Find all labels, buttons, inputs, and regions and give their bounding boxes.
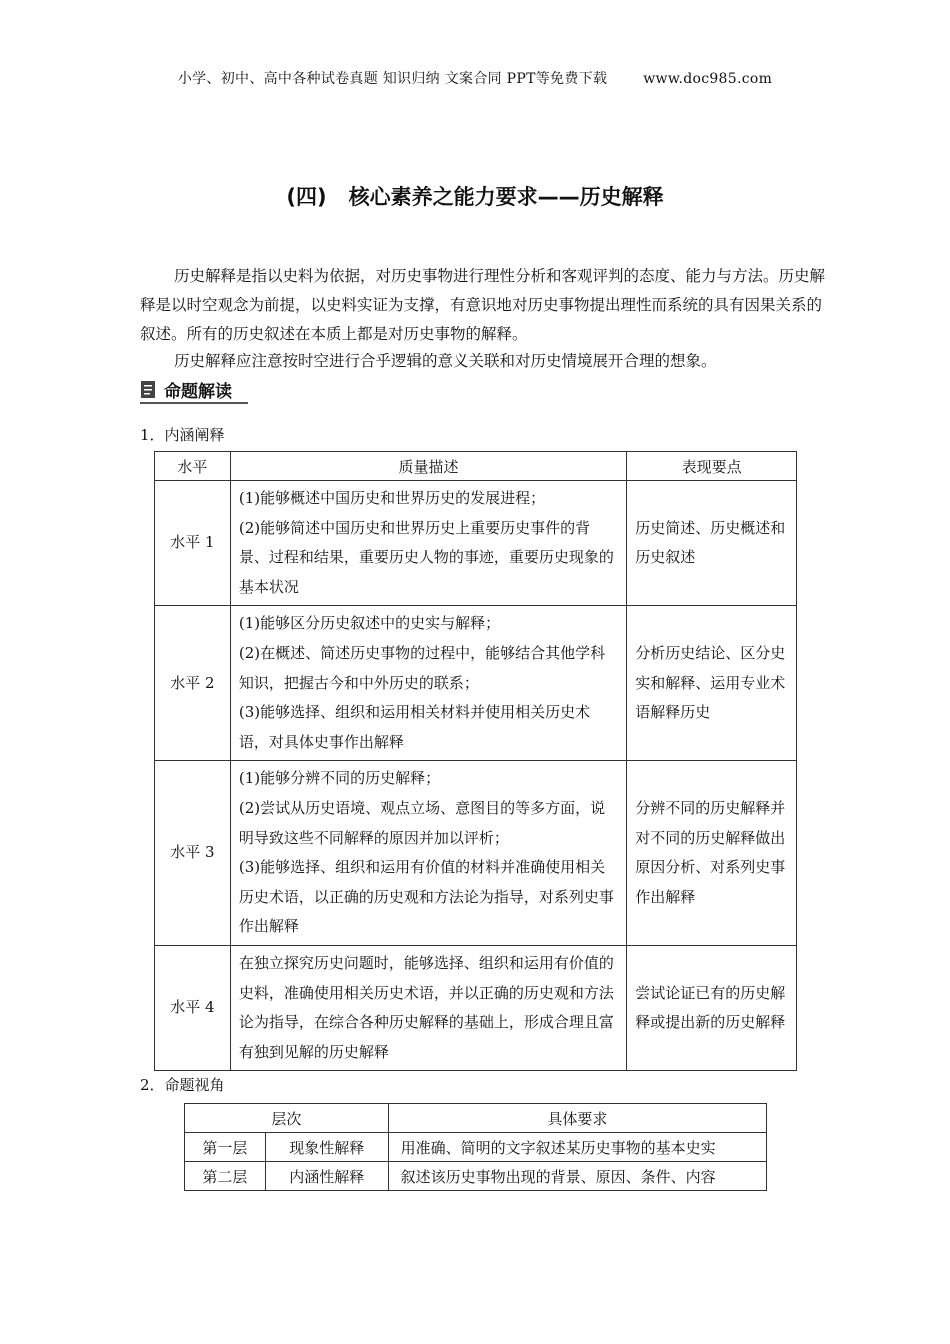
page-header <box>0 68 950 88</box>
intro-paragraph-2: 历史解释应注意按时空进行合乎逻辑的意义关联和对历史情境展开合理的想象。 <box>174 352 717 370</box>
desc-cell <box>230 945 626 1070</box>
title-main: 核心素养之能力要求——历史解释 <box>348 185 664 209</box>
table-header-row <box>155 452 797 481</box>
table-header-row <box>185 1104 767 1133</box>
desc-line: (3)能够选择、组织和运用相关材料并使用相关历史术语，对具体史事作出解释 <box>238 703 591 751</box>
type-cell: 内涵性解释 <box>265 1162 388 1191</box>
part1-heading: 1．内涵阐释 <box>140 426 225 444</box>
table-row <box>185 1133 767 1162</box>
tier-cell: 第一层 <box>185 1133 266 1162</box>
level-cell: 水平 4 <box>155 945 231 1070</box>
desc-line: (2)能够简述中国历史和世界历史上重要历史事件的背景、过程和结果，重要历史人物的事迹，重要历史现象的基本状况 <box>238 518 614 596</box>
col-header-tier: 层次 <box>185 1104 389 1133</box>
table-row <box>155 945 797 1070</box>
col-header-points: 表现要点 <box>627 452 797 481</box>
col-header-level: 水平 <box>155 452 231 481</box>
level-table <box>154 451 797 1071</box>
perspective-table <box>184 1103 767 1191</box>
document-icon <box>141 381 155 398</box>
level-cell: 水平 1 <box>155 481 231 606</box>
req-cell: 用准确、简明的文字叙述某历史事物的基本史实 <box>388 1133 766 1162</box>
desc-line: (3)能够选择、组织和运用有价值的材料并准确使用相关历史术语，以正确的历史观和方法论为指导，对系列史事作出解释 <box>238 858 614 936</box>
col-header-req: 具体要求 <box>388 1104 766 1133</box>
table-row <box>155 761 797 946</box>
section-label: 命题解读 <box>164 382 232 402</box>
col-header-desc: 质量描述 <box>230 452 626 481</box>
table-row <box>185 1162 767 1191</box>
desc-line: (2)尝试从历史语境、观点立场、意图目的等多方面，说明导致这些不同解释的原因并加以评析； <box>238 798 606 847</box>
points-cell: 历史简述、历史概述和历史叙述 <box>627 481 797 606</box>
type-cell: 现象性解释 <box>265 1133 388 1162</box>
level-cell: 水平 3 <box>155 761 231 946</box>
desc-line: (2)在概述、简述历史事物的过程中，能够结合其他学科知识，把握古今和中外历史的联系； <box>238 643 606 692</box>
desc-line: (1)能够概述中国历史和世界历史的发展进程； <box>238 489 546 507</box>
desc-cell <box>230 481 626 606</box>
req-cell: 叙述该历史事物出现的背景、原因、条件、内容 <box>388 1162 766 1191</box>
intro-paragraph-1: 历史解释是指以史料为依据，对历史事物进行理性分析和客观评判的态度、能力与方法。历史解释是以时空观念为前提，以史料实证为支撑，有意识地对历史事物提出理性而系统的具有因果关系的叙述。所有的历史叙述在本质上都是对历史事物的解释。 <box>140 267 826 343</box>
page-title <box>0 181 950 211</box>
desc-line: (1)能够分辨不同的历史解释； <box>238 769 441 788</box>
header-text: 小学、初中、高中各种试卷真题 知识归纳 文案合同 PPT等免费下载 <box>177 71 608 87</box>
section-heading <box>140 376 248 404</box>
desc-line: 在独立探究历史问题时，能够选择、组织和运用有价值的史料，准确使用相关历史术语，并以正确的历史观和方法论为指导，在综合各种历史解释的基础上，形成合理且富有独到见解的历史解释 <box>238 953 614 1061</box>
title-prefix: (四) <box>286 185 327 209</box>
points-cell: 分析历史结论、区分史实和解释、运用专业术语解释历史 <box>627 606 797 761</box>
desc-line: (1)能够区分历史叙述中的史实与解释； <box>238 614 501 633</box>
desc-cell <box>230 761 626 946</box>
points-cell: 尝试论证已有的历史解释或提出新的历史解释 <box>627 945 797 1070</box>
desc-cell <box>230 606 626 761</box>
points-cell: 分辨不同的历史解释并对不同的历史解释做出原因分析、对系列史事作出解释 <box>627 761 797 946</box>
table-row <box>155 481 797 606</box>
table-row <box>155 606 797 761</box>
header-site: www.doc985.com <box>643 71 773 87</box>
level-cell: 水平 2 <box>155 606 231 761</box>
tier-cell: 第二层 <box>185 1162 266 1191</box>
part2-heading: 2．命题视角 <box>140 1076 225 1094</box>
